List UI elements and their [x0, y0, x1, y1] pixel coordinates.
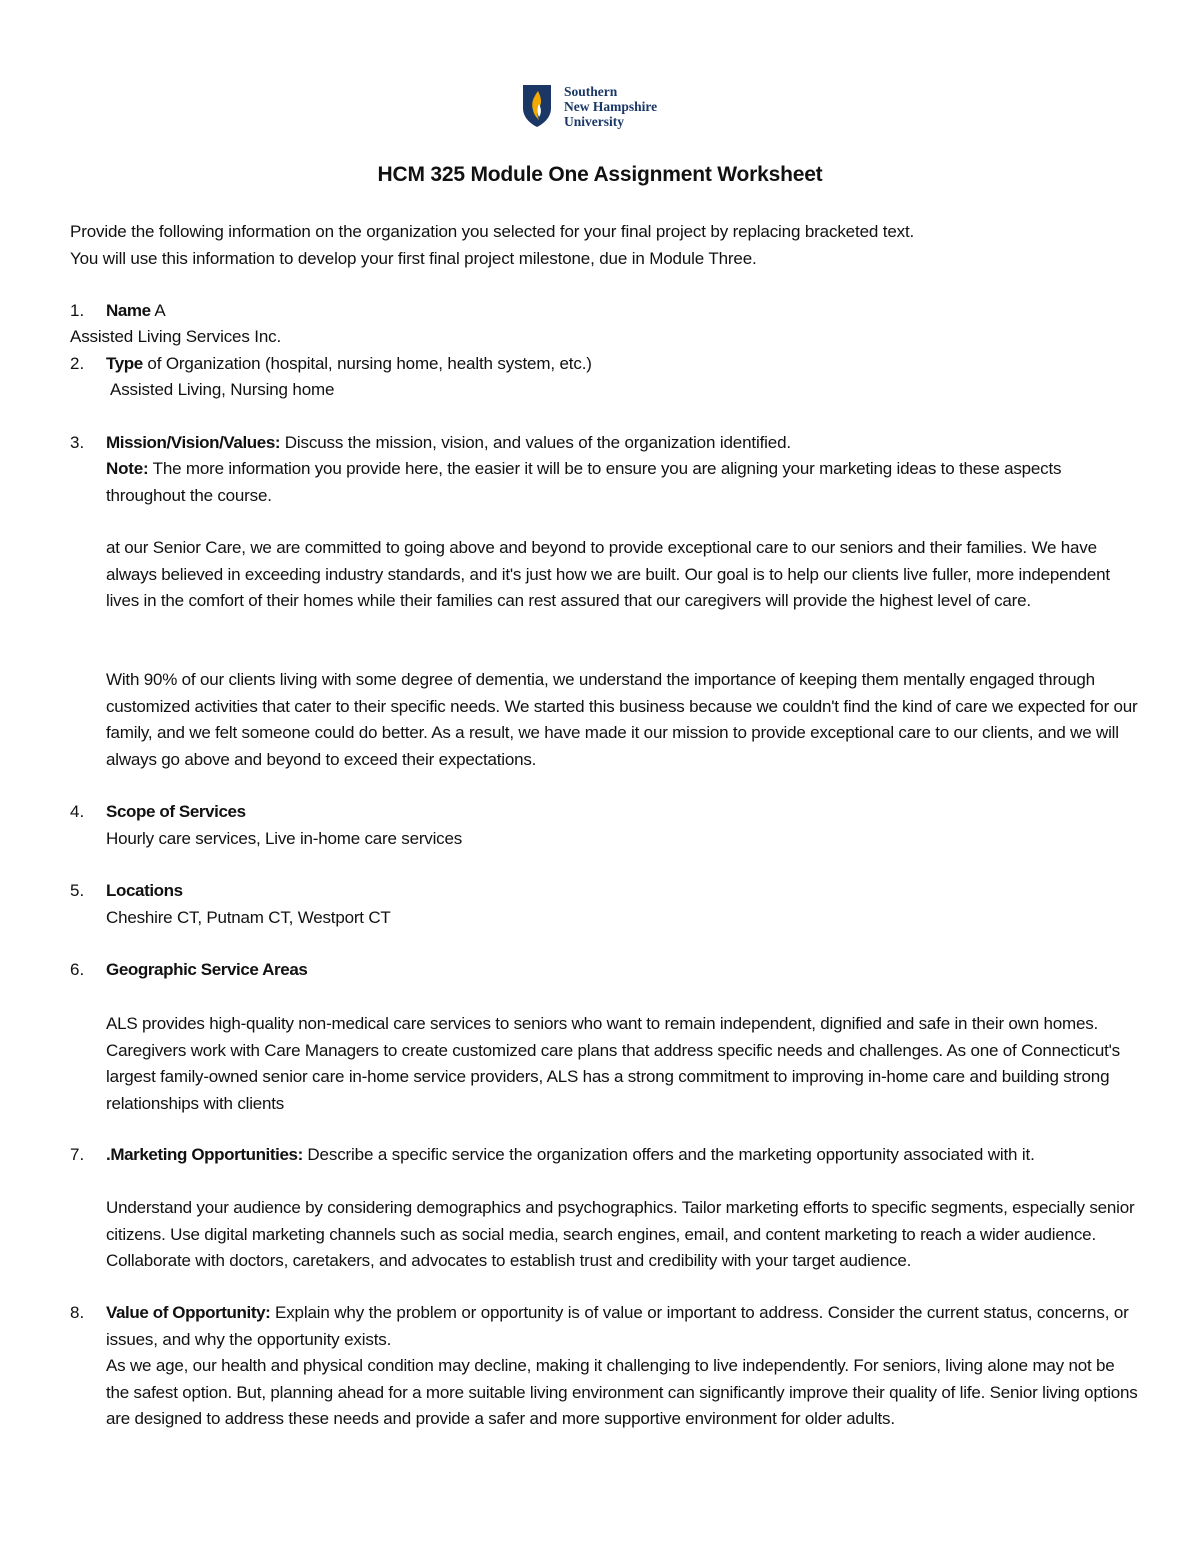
logo-line-3: University: [564, 114, 624, 129]
item-label: Locations: [106, 881, 183, 900]
logo-line-2: New Hampshire: [564, 99, 658, 114]
university-logo: [522, 84, 657, 129]
item-label: Value of Opportunity:: [106, 1303, 271, 1322]
item-heading-marketing: [106, 1142, 1136, 1169]
item-answer-type: Assisted Living, Nursing home: [110, 380, 335, 399]
item-label: Type: [106, 354, 143, 373]
mission-paragraph-2: With 90% of our clients living with some degree of dementia, we understand the importance of keeping them mentally engaged through customized activities that cater to their specific needs. We started this business because we couldn't find the kind of care we expected for our family, and we felt someone could do better. As a result, we have made it our mission to provide exceptional care to our clients, and we will always go above and beyond to exceed their expectations.: [106, 670, 1138, 769]
item-number: 4.: [70, 802, 85, 821]
item-heading-geographic: [106, 957, 1136, 984]
logo-wordmark: [564, 84, 657, 129]
item-suffix: Discuss the mission, vision, and values of the organization identified.: [280, 433, 791, 452]
item-number: 1.: [70, 301, 85, 320]
item-heading-scope: [106, 799, 1136, 826]
item-suffix: of Organization (hospital, nursing home, health system, etc.): [142, 354, 592, 373]
item-note: [106, 456, 1141, 509]
item-heading-mission: [106, 430, 1136, 457]
flame-shield-icon: [522, 84, 552, 128]
intro-line-1: Provide the following information on the organization you selected for your final project by replacing bracketed text.: [70, 222, 915, 241]
item-heading-type: [106, 351, 1136, 378]
item-number: 7.: [70, 1145, 85, 1164]
item-suffix: Explain why the problem or opportunity is of value or important to address. Consider the current status, concerns, or issues, and why the opportunity exists.: [106, 1303, 1129, 1349]
mission-paragraph-1: at our Senior Care, we are committed to going above and beyond to provide exceptional care to our seniors and their families. We have always believed in exceeding industry standards, and it's just how we are built. Our goal is to help our clients live fuller, more independent lives in the comfort of their homes while their families can rest assured that our caregivers will provide the highest level of care.: [106, 538, 1110, 610]
item-number: 8.: [70, 1303, 85, 1322]
item-answer-geographic: ALS provides high-quality non-medical care services to seniors who want to remain independent, dignified and safe in their own homes. Caregivers work with Care Managers to create customized care plans that address specific needs and challenges. As one of Connecticut's largest family-owned senior care in-home service providers, ALS has a strong commitment to improving in-home care and building strong relationships with clients: [106, 1014, 1120, 1113]
intro-line-2: You will use this information to develop your first final project milestone, due in Module Three.: [70, 249, 757, 268]
item-number: 2.: [70, 354, 85, 373]
item-label: Name: [106, 301, 151, 320]
page-title: HCM 325 Module One Assignment Worksheet: [377, 163, 823, 186]
item-label: Scope of Services: [106, 802, 246, 821]
note-text: The more information you provide here, the easier it will be to ensure you are aligning your marketing ideas to these aspects throughout the course.: [106, 459, 1062, 505]
item-answer-value: As we age, our health and physical condition may decline, making it challenging to live independently. For seniors, living alone may not be the safest option. But, planning ahead for a more suitable living environment can significantly improve their quality of life. Senior living options are designed to address these needs and provide a safer and more supportive environment for older adults.: [106, 1356, 1138, 1428]
note-label: Note:: [106, 459, 149, 478]
item-suffix: A: [150, 301, 166, 320]
item-label: Mission/Vision/Values:: [106, 433, 281, 452]
item-answer-name: Assisted Living Services Inc.: [70, 327, 282, 346]
item-number: 6.: [70, 960, 85, 979]
item-heading-value: [106, 1300, 1136, 1353]
item-number: 3.: [70, 433, 85, 452]
item-label: .Marketing Opportunities:: [106, 1145, 303, 1164]
item-label: Geographic Service Areas: [106, 960, 308, 979]
item-answer-locations: Cheshire CT, Putnam CT, Westport CT: [106, 908, 391, 927]
item-number: 5.: [70, 881, 85, 900]
item-answer-scope: Hourly care services, Live in-home care services: [106, 829, 463, 848]
item-heading-name: [106, 298, 1136, 325]
item-suffix: Describe a specific service the organization offers and the marketing opportunity associated with it.: [302, 1145, 1035, 1164]
logo-line-1: Southern: [564, 84, 618, 99]
item-answer-marketing: Understand your audience by considering demographics and psychographics. Tailor marketing efforts to specific segments, especially senior citizens. Use digital marketing channels such as social media, search engines, email, and content marketing to reach a wider audience. Collaborate with doctors, caretakers, and advocates to establish trust and credibility with your target audience.: [106, 1198, 1135, 1270]
item-heading-locations: [106, 878, 1136, 905]
